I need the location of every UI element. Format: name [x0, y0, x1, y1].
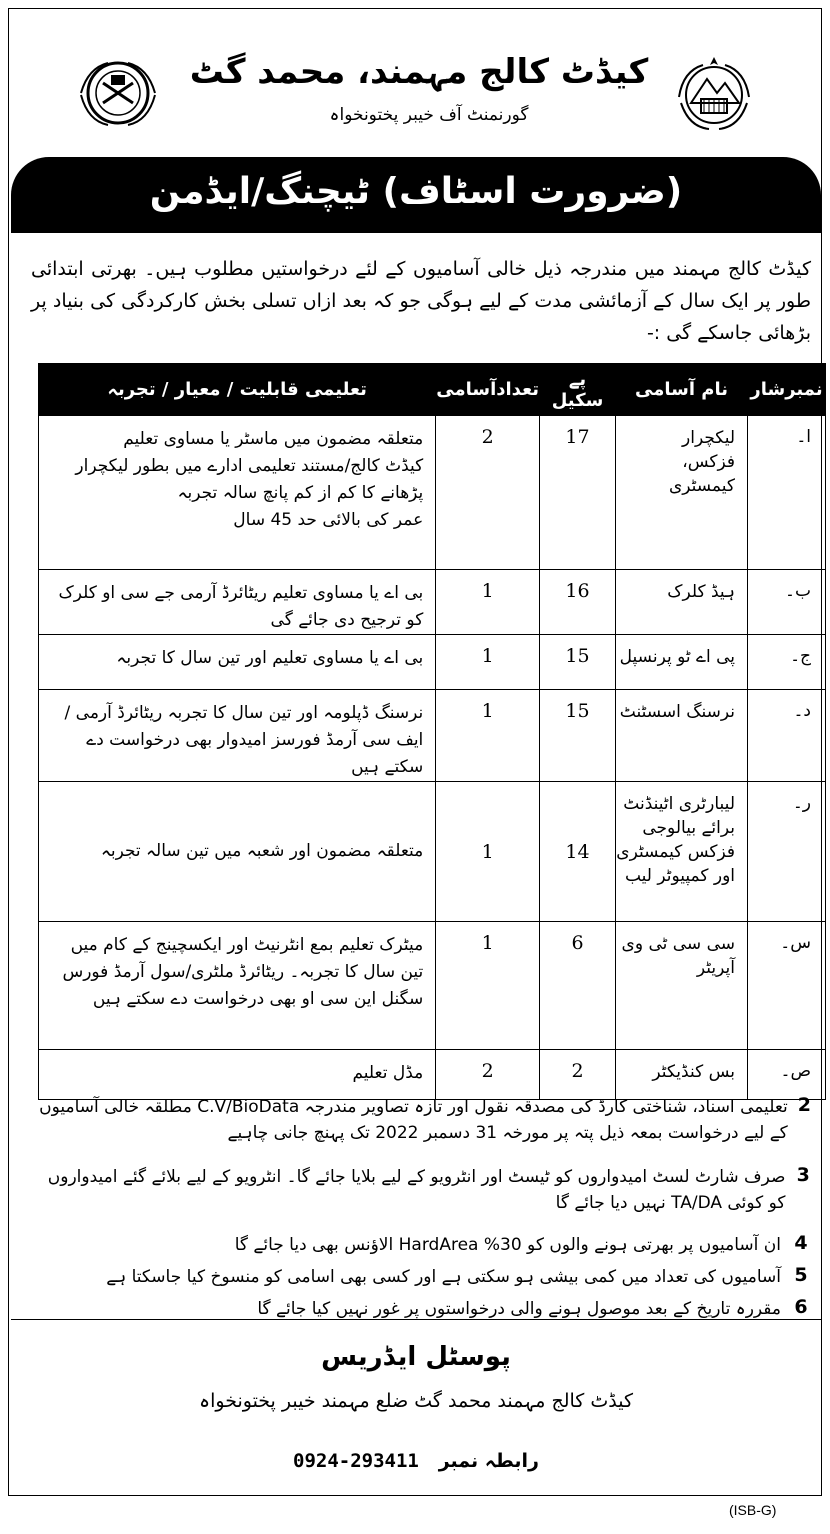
- postal-address: کیڈٹ کالج مہمند محمد گٹ ضلع مہمند خیبر پختونخواہ: [198, 1390, 634, 1412]
- header: [9, 9, 823, 159]
- term-number: 2: [797, 1094, 811, 1116]
- government-subtitle: گورنمنٹ آف خیبر پختونخواہ: [329, 105, 529, 125]
- row-post: [616, 570, 748, 635]
- term-number: 6: [794, 1296, 808, 1318]
- post-line: پی اے ٹو پرنسپل: [619, 647, 735, 667]
- row-serial: ص۔: [748, 1050, 826, 1100]
- post-line: فزکس کیمسٹری: [616, 842, 735, 862]
- row-qualification: [39, 635, 436, 690]
- table-row: [39, 922, 826, 1050]
- header-serial: نمبرشار: [748, 364, 826, 416]
- row-serial: د۔: [748, 690, 826, 782]
- row-count: 2: [436, 416, 540, 570]
- table-row: [39, 782, 826, 922]
- row-post: [616, 416, 748, 570]
- cadet-college-emblem-icon: [73, 53, 163, 133]
- header-scale: پے سکیل: [540, 364, 616, 416]
- row-count: 1: [436, 570, 540, 635]
- row-post: [616, 922, 748, 1050]
- row-qualification: [39, 922, 436, 1050]
- row-scale: 15: [540, 690, 616, 782]
- term-number: 5: [794, 1264, 808, 1286]
- qual-line: متعلقہ مضمون میں ماسٹر یا مساوی تعلیم: [123, 429, 424, 449]
- term-item: [31, 1264, 811, 1290]
- header-count: تعدادآسامی: [436, 364, 540, 416]
- row-scale: 6: [540, 922, 616, 1050]
- intro-paragraph: کیڈٹ کالج مہمند میں مندرجہ ذیل خالی آسامیوں کے لئے درخواستیں مطلوب ہیں۔ بھرتی ابتدائی طور پر ایک سال کے آزمائشی مدت کے لیے ہوگی جو کہ بعد ازاں تسلی بخش کارکردگی کی بنیاد پر بڑھائی جاسکے گی :-: [31, 258, 811, 344]
- post-line: ہیڈ کلرک: [667, 582, 735, 602]
- row-count: 1: [436, 782, 540, 922]
- term-number: 3: [796, 1164, 810, 1186]
- row-qualification: [39, 782, 436, 922]
- phone-number: 0924-293411: [293, 1450, 419, 1472]
- qual-line: بی اے یا مساوی تعلیم اور تین سال کا تجربہ: [116, 648, 424, 668]
- row-scale: 17: [540, 416, 616, 570]
- row-count: 1: [436, 922, 540, 1050]
- post-line: فزکس، کیمسٹری: [668, 452, 735, 496]
- row-scale: 2: [540, 1050, 616, 1100]
- row-scale: 15: [540, 635, 616, 690]
- contact-line: [251, 1450, 581, 1472]
- row-serial: ج۔: [748, 635, 826, 690]
- header-qualification: تعلیمی قابلیت / معیار / تجربہ: [39, 364, 436, 416]
- row-scale: 14: [540, 782, 616, 922]
- row-post: [616, 635, 748, 690]
- row-count: 1: [436, 635, 540, 690]
- post-line: لیکچرار: [682, 428, 735, 448]
- header-post: نام آسامی: [616, 364, 748, 416]
- row-qualification: [39, 1050, 436, 1100]
- row-post: [616, 690, 748, 782]
- row-qualification: [39, 690, 436, 782]
- post-line: آپریٹر: [696, 958, 735, 978]
- table-row: [39, 416, 826, 570]
- term-item: [31, 1164, 811, 1216]
- row-scale: 16: [540, 570, 616, 635]
- qual-line: متعلقہ مضمون اور شعبہ میں تین سالہ تجربہ: [100, 841, 424, 861]
- qual-line: مڈل تعلیم: [352, 1063, 424, 1083]
- term-item: [31, 1094, 811, 1146]
- row-serial: ر۔: [748, 782, 826, 922]
- vacancies-table: [38, 363, 826, 1100]
- postal-footer: [11, 1319, 821, 1495]
- row-qualification: [39, 416, 436, 570]
- qual-line: میٹرک تعلیم بمع انٹرنیٹ اور ایکسچینج کے کام میں تین سال کا تجربہ۔ ریٹائرڈ ملٹری/سول آرمڈ فورس سگنل این سی او بھی درخواست دے سکتے ہیں: [62, 935, 424, 1009]
- qual-line: نرسنگ ڈپلومہ اور تین سال کا تجربہ ریٹائرڈ آرمی / ایف سی آرمڈ فورسز امیدوار بھی درخواست دے سکتے ہیں: [64, 703, 424, 777]
- college-name: کیڈٹ کالج مہمند، محمد گٹ: [189, 52, 649, 92]
- table-row: [39, 570, 826, 635]
- kpk-government-emblem-icon: [669, 53, 759, 133]
- term-text: آسامیوں کی تعداد میں کمی بیشی ہو سکتی ہے اور کسی بھی اسامی کو منسوخ کیا جاسکتا ہے: [106, 1267, 781, 1287]
- qual-line: بی اے یا مساوی تعلیم ریٹائرڈ آرمی جے سی او کلرک کو ترجیح دی جائے گی: [58, 583, 424, 630]
- title-banner: [11, 157, 821, 233]
- row-serial: ب۔: [748, 570, 826, 635]
- row-qualification: [39, 570, 436, 635]
- term-item: [31, 1232, 811, 1258]
- row-post: [616, 1050, 748, 1100]
- qual-line: کیڈٹ کالج/مستند تعلیمی ادارے میں بطور لیکچرار پڑھانے کا کم از کم پانچ سالہ تجربہ: [75, 456, 424, 503]
- post-line: اور کمپیوٹر لیب: [624, 866, 735, 886]
- post-line: برائے بیالوجی: [642, 818, 735, 838]
- term-number: 4: [794, 1232, 808, 1254]
- row-count: 1: [436, 690, 540, 782]
- qual-line: عمر کی بالائی حد 45 سال: [233, 510, 424, 530]
- post-line: سی سی ٹی وی: [621, 934, 735, 954]
- row-count: 2: [436, 1050, 540, 1100]
- term-text: تعلیمی اسناد، شناختی کارڈ کی مصدقہ نقول اور تازہ تصاویر مندرجہ C.V/BioData مطلقہ خالی آسامیوں کے لیے درخواست بمعہ ذیل پتہ پر مورخہ 31 دسمبر 2022 تک پہنچ جانی چاہیے: [39, 1097, 788, 1143]
- term-text: مقررہ تاریخ کے بعد موصول ہونے والی درخواستوں پر غور نہیں کیا جائے گا: [257, 1299, 781, 1319]
- post-line: بس کنڈیکٹر: [652, 1062, 735, 1082]
- row-serial: ا۔: [748, 416, 826, 570]
- row-post: [616, 782, 748, 922]
- contact-label: رابطہ نمبر: [438, 1450, 539, 1472]
- table-row: [39, 635, 826, 690]
- post-line: نرسنگ اسسٹنٹ: [619, 702, 735, 722]
- postal-title: پوسٹل ایڈریس: [321, 1342, 511, 1372]
- term-text: ان آسامیوں پر بھرتی ہونے والوں کو 30% HardArea الاؤنس بھی دیا جائے گا: [234, 1235, 781, 1255]
- table-row: [39, 690, 826, 782]
- advertisement-page: [8, 8, 822, 1496]
- reference-code: (ISB-G): [729, 1502, 777, 1518]
- post-line: لیبارٹری اٹینڈنٹ: [623, 794, 735, 814]
- row-serial: س۔: [748, 922, 826, 1050]
- banner-title: (ضرورت اسٹاف) ٹیچنگ/ایڈمن: [149, 171, 683, 212]
- term-text: صرف شارٹ لسٹ امیدواروں کو ٹیسٹ اور انٹرویو کے لیے بلایا جائے گا۔ انٹرویو کے لیے بلائے گئے امیدواروں کو کوئی TA/DA نہیں دیا جائے گا: [47, 1167, 786, 1213]
- table-row: [39, 1050, 826, 1100]
- table-header-row: [39, 364, 826, 416]
